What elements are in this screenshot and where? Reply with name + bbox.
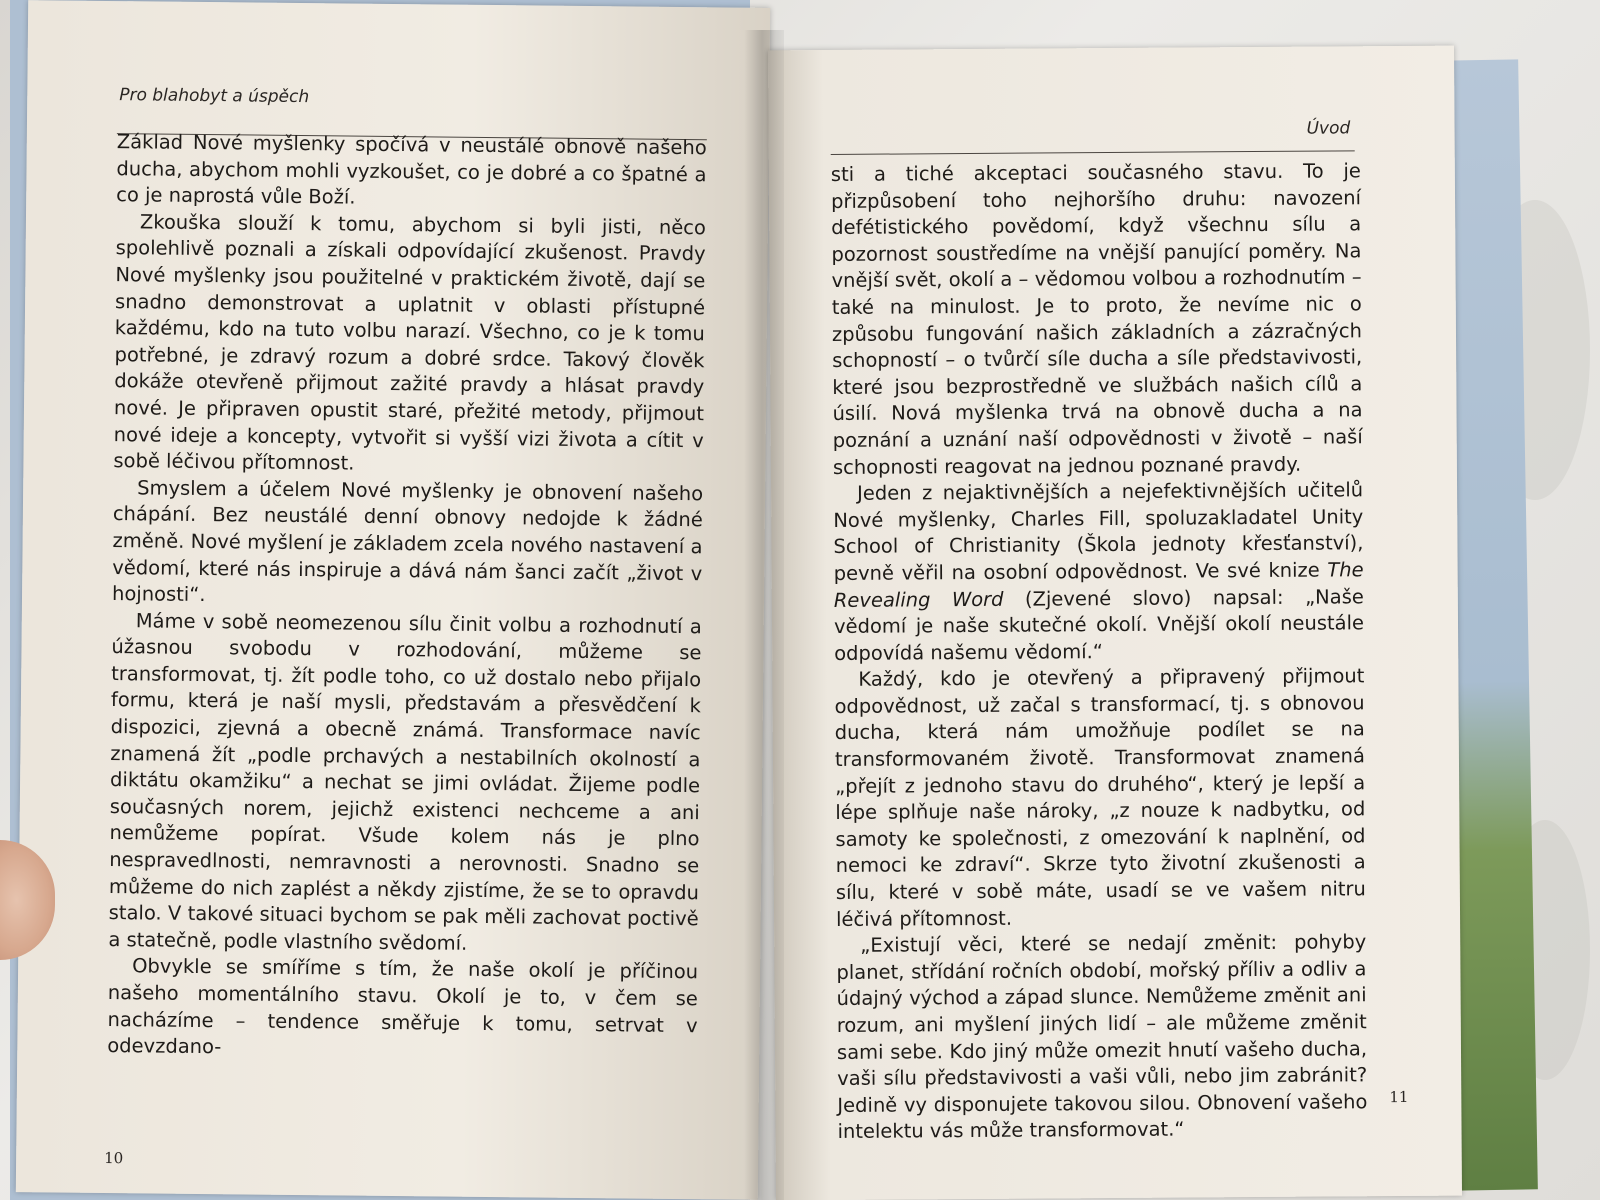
paragraph: Obvykle se smíříme s tím, že naše okolí je příčinou našeho momentálního stavu. Okolí je to, v čem se nacházíme – tendence směřuje k tomu, setrvat v odevzdano- [107, 954, 699, 1059]
paragraph: Máme v sobě neomezenou sílu činit volbu a rozhodnutí a úžasnou svobodu v rozhodování, můžeme se transformovat, tj. žít podle toho, co už dostalo nebo přijalo formu, která je naší mysli, představám a přesvědčení k dispozici, zjevná a obecně známá. Transformace navíc znamená žít „podle prchavých a nestabilních okolností a diktátu okamžiku“ a nechat se jimi ovládat. Žijeme podle současných norem, jejichž existenci nechceme a ani nemůžeme popírat. Všude kolem nás je plno nespravedlnosti, nemravnosti a nerovnosti. Snadno se můžeme do nich zaplést a někdy zjistíme, že se to opravdu stalo. V takové situaci bychom se pak měli zachovat poctivě a statečně, podle vlastního svědomí. [108, 608, 702, 955]
right-page-body [831, 158, 1368, 1146]
paragraph: Každý, kdo je otevřený a připravený přijmout odpovědnost, už začal s transformací, tj. s obnovou ducha, která nám umožňuje podílet se na transformovaném životě. Transformovat znamená „přejít z jednoho stavu do druhého“, který je lepší a lépe splňuje naše nároky, „z nouze k nadbytku, od samoty ke společnosti, z omezování k naplnění, od nemoci ke zdraví“. Skrze tyto životní zkušenosti a sílu, které v sobě máte, usadí se ve vašem nitru léčivá přítomnost. [834, 664, 1366, 931]
paragraph: Zkouška slouží k tomu, abychom si byli jisti, něco spolehlivě poznali a získali odpovídající zkušenost. Pravdy Nové myšlenky jsou použitelné v praktickém životě, dají se snadno demonstrovat a uplatnit v oblasti přístupné každému, kdo na tuto volbu narazí. Všechno, co je k tomu potřebné, je zdravý rozum a dobré srdce. Takový člověk dokáže otevřeně přijmout zažité pravdy a hlásat pravdy nové. Je připraven opustit staré, přežité metody, přijmout nové ideje a koncepty, vytvořit si vyšší vizi života a cítit v sobě léčivou přítomnost. [113, 210, 707, 475]
paragraph [833, 477, 1364, 667]
right-page [768, 46, 1462, 1200]
paragraph: Smyslem a účelem Nové myšlenky je obnovení našeho chápání. Bez neustálé denní obnovy nedojde k žádné změně. Nové myšlení je základem zcela nového nastavení a vědomí, které nás inspiruje a dává nám šanci začít „život v hojnosti“. [111, 476, 704, 607]
page-number-left: 10 [104, 1149, 124, 1168]
page-number-right: 11 [1389, 1087, 1409, 1107]
quote-paragraph: „Existují věci, které se nedají změnit: pohyby planet, střídání ročních období, mořský příliv a odliv a údajný východ a západ slunce. Nemůžeme změnit ani rozum, ani myšlení jiných lidí – ale můžeme změnit sami sebe. Kdo jiný může omezit hnutí vašeho ducha, vaši sílu představivosti a vaši vůli, nebo jim zabránit? Jedině vy disponujete takovou silou. Obnovení vašeho intelektu vás může transformovat.“ [836, 930, 1368, 1144]
left-page-body [107, 129, 707, 1066]
paragraph-text: (Zjevené slovo) napsal: „Naše vědomí je naše skutečné okolí. Vnější okolí neustále odpovídá našemu vědomí.“ [833, 584, 1365, 665]
paragraph-text: Jeden z nejaktivnějších a nejefektivnějších učitelů Nové myšlenky, Charles Fill, spoluzakladatel Unity School of Christianity (Škola jednoty křesťanství), pevně věřil na osobní odpovědnost. Ve své knize [833, 478, 1364, 585]
header-rule [831, 150, 1355, 155]
left-page [16, 0, 770, 1200]
running-header-right: Úvod [1306, 118, 1351, 139]
book-title: The Revealing Word [833, 558, 1364, 612]
paragraph: Základ Nové myšlenky spočívá v neustálé obnově našeho ducha, abychom mohli vyzkoušet, co je dobré a co špatné a co je naprostá vůle Boží. [116, 130, 707, 209]
paragraph: sti a tiché akceptaci současného stavu. To je přizpůsobení toho nejhoršího druhu: navození defétistického povědomí, když všechnu sílu a pozornost soustředíme na vnější panující poměry. Na vnější svět, okolí a – vědomou volbou a rozhodnutím – také na minulost. Je to proto, že nevíme nic o způsobu fungování našich základních a zázračných schopností – o tvůrčí síle ducha a síle představivosti, které jsou bezprostředně ve službách našich cílů a úsilí. Nová myšlenka trvá na obnově ducha a na poznání a uznání naší odpovědnosti v životě – naší schopnosti reagovat na jednou poznané pravdy. [830, 159, 1363, 479]
running-header-left: Pro blahobyt a úspěch [119, 85, 310, 108]
book-gutter-shadow [744, 30, 784, 1200]
